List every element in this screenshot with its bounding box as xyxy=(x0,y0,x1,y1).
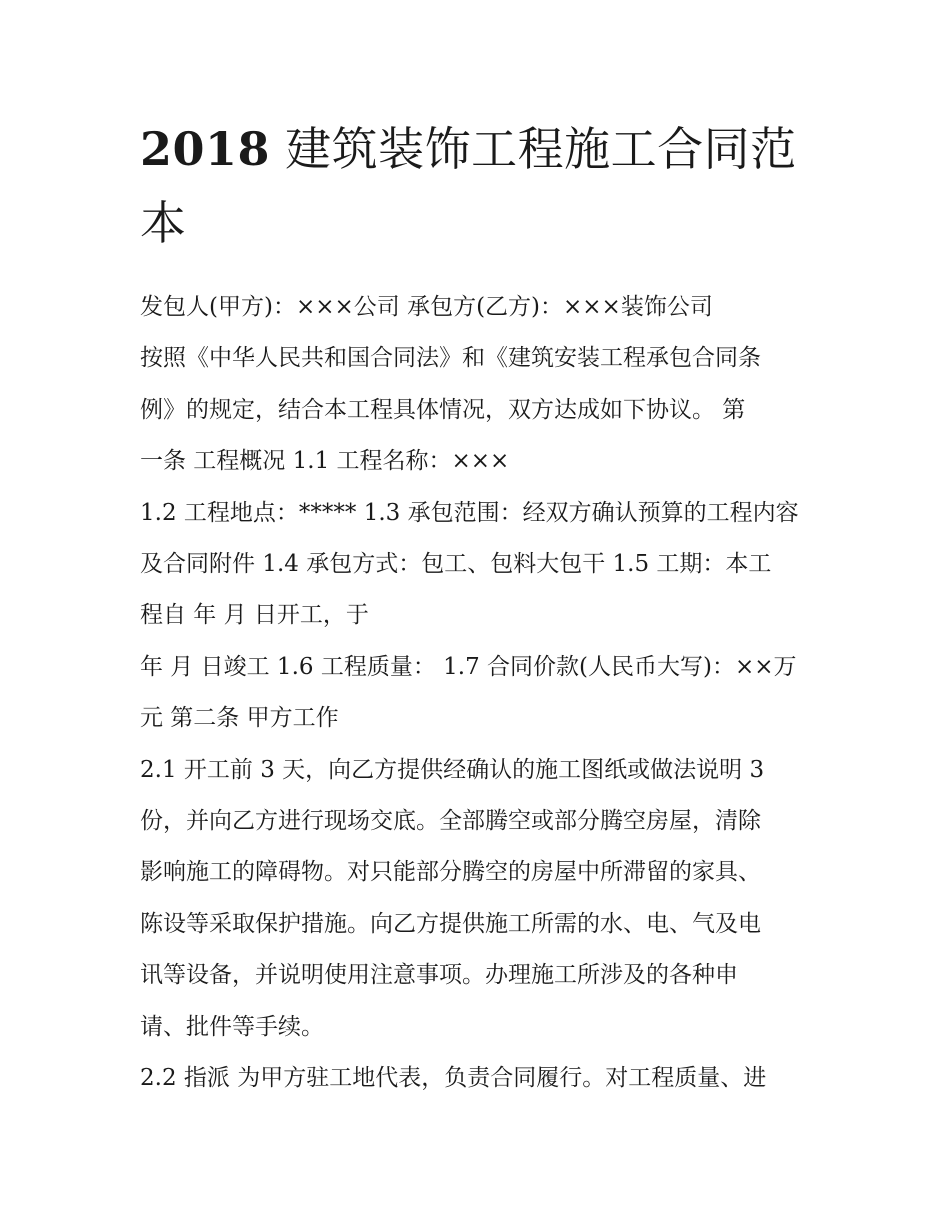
document-page xyxy=(140,112,820,1105)
body-line: 及合同附件 1.4 承包方式：包工、包料大包干 1.5 工期：本工 xyxy=(140,551,772,578)
body-line: 1.2 工程地点：***** 1.3 承包范围：经双方确认预算的工程内容 xyxy=(140,499,799,526)
body-line: 2.1 开工前 3 天，向乙方提供经确认的施工图纸或做法说明 3 xyxy=(140,756,765,783)
body-line: 讯等设备，并说明使用注意事项。办理施工所涉及的各种申 xyxy=(140,962,738,989)
body-line: 年 月 日竣工 1.6 工程质量： 1.7 合同价款(人民币大写)：××万 xyxy=(140,653,797,680)
body-line: 发包人(甲方)：×××公司 承包方(乙方)：×××装饰公司 xyxy=(140,294,713,320)
body-line: 例》的规定，结合本工程具体情况，双方达成如下协议。 第 xyxy=(140,396,746,423)
title-year: 2018 xyxy=(140,122,271,176)
body-line: 陈设等采取保护措施。向乙方提供施工所需的水、电、气及电 xyxy=(140,910,761,937)
body-line: 影响施工的障碍物。对只能部分腾空的房屋中所滞留的家具、 xyxy=(140,859,761,886)
body-line: 元 第二条 甲方工作 xyxy=(140,705,339,732)
title-text: 建筑装饰工程施工合同范本 xyxy=(140,122,797,250)
document-title xyxy=(140,112,820,260)
body-line: 请、批件等手续。 xyxy=(140,1013,324,1040)
body-line: 程自 年 月 日开工，于 xyxy=(140,602,369,629)
body-line: 2.2 指派 为甲方驻工地代表，负责合同履行。对工程质量、进 xyxy=(140,1065,767,1092)
body-line: 份，并向乙方进行现场交底。全部腾空或部分腾空房屋，清除 xyxy=(140,808,761,835)
body-line: 按照《中华人民共和国合同法》和《建筑安装工程承包合同条 xyxy=(140,345,761,372)
body-line: 一条 工程概况 1.1 工程名称：××× xyxy=(140,448,510,475)
document-body xyxy=(140,282,820,1105)
